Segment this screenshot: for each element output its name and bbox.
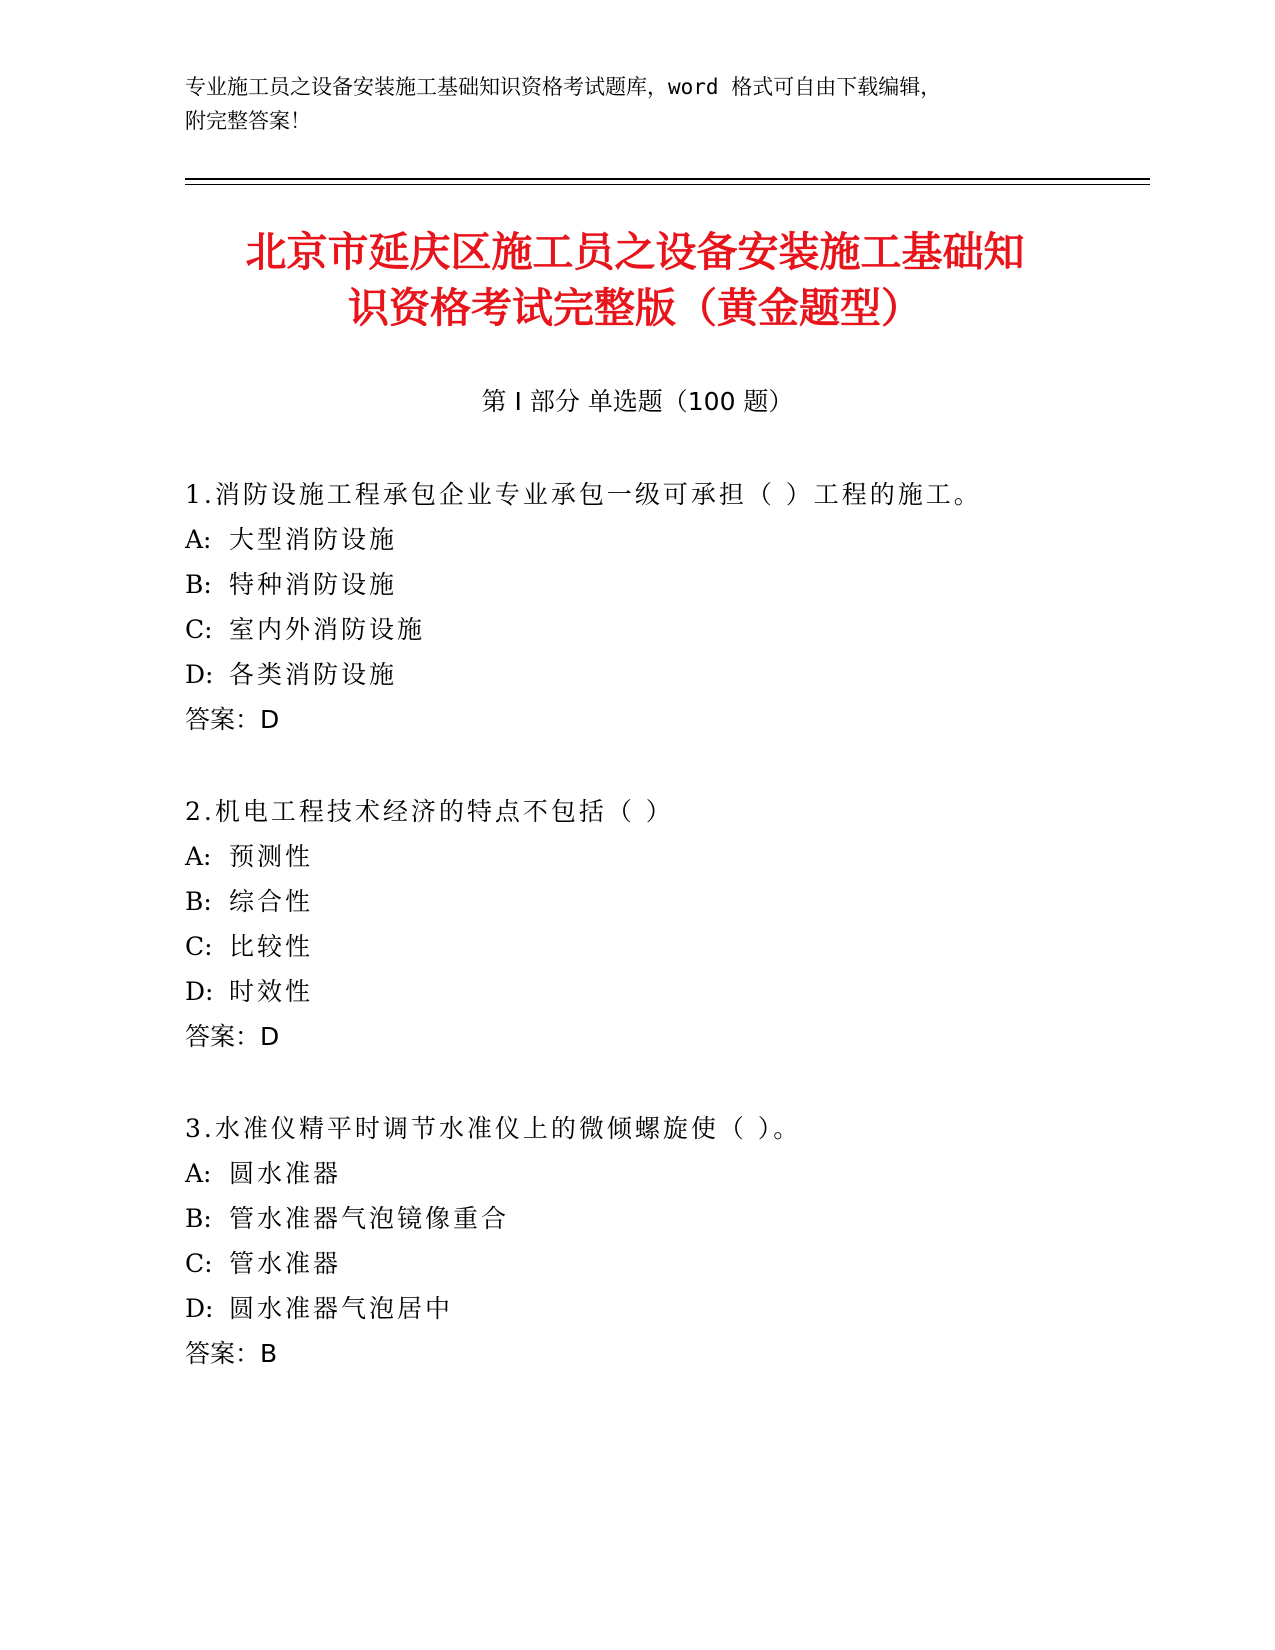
- option-c: [185, 1241, 1145, 1286]
- option-a: [185, 834, 1145, 879]
- header-note: [185, 70, 1085, 138]
- option-letter: B:: [185, 1204, 212, 1233]
- option-letter: D:: [185, 977, 214, 1006]
- option-text: 大型消防设施: [229, 525, 398, 554]
- option-letter: B:: [185, 570, 212, 599]
- option-d: [185, 969, 1145, 1014]
- option-text: 室内外消防设施: [229, 615, 426, 644]
- option-d: [185, 652, 1145, 697]
- option-letter: C:: [185, 1249, 213, 1278]
- option-letter: D:: [185, 1294, 214, 1323]
- option-c: [185, 924, 1145, 969]
- section-heading: 第 I 部分 单选题（100 题）: [481, 387, 794, 416]
- option-text: 管水准器: [229, 1249, 342, 1278]
- question-1: [185, 472, 1145, 742]
- header-note-line-2: 附完整答案！: [185, 109, 311, 133]
- option-letter: B:: [185, 887, 212, 916]
- option-b: [185, 879, 1145, 924]
- question-stem: 2.机电工程技术经济的特点不包括（ ）: [185, 797, 674, 826]
- option-letter: D:: [185, 660, 214, 689]
- option-text: 时效性: [229, 977, 314, 1006]
- option-text: 圆水准器气泡居中: [229, 1294, 454, 1323]
- option-text: 预测性: [229, 842, 314, 871]
- answer: 答案：B: [185, 1339, 278, 1368]
- option-letter: A:: [185, 525, 212, 554]
- document-title-line-1: 北京市延庆区施工员之设备安装施工基础知: [245, 228, 1025, 276]
- answer: 答案：D: [185, 705, 280, 734]
- option-text: 比较性: [229, 932, 314, 961]
- option-b: [185, 562, 1145, 607]
- header-divider-thick: [185, 178, 1150, 180]
- option-letter: A:: [185, 1159, 212, 1188]
- option-text: 圆水准器: [229, 1159, 342, 1188]
- option-text: 特种消防设施: [229, 570, 398, 599]
- header-divider-thin: [185, 184, 1150, 185]
- option-text: 各类消防设施: [229, 660, 398, 689]
- option-c: [185, 607, 1145, 652]
- document-title-line-2: 识资格考试完整版（黄金题型）: [348, 284, 922, 332]
- option-text: 管水准器气泡镜像重合: [229, 1204, 510, 1233]
- option-text: 综合性: [229, 887, 314, 916]
- option-a: [185, 1151, 1145, 1196]
- question-3: [185, 1106, 1145, 1376]
- option-d: [185, 1286, 1145, 1331]
- option-letter: C:: [185, 615, 213, 644]
- option-letter: C:: [185, 932, 213, 961]
- header-note-line-1: 专业施工员之设备安装施工基础知识资格考试题库，word 格式可自由下载编辑，: [185, 75, 942, 99]
- document-title: [140, 224, 1130, 336]
- question-2: [185, 789, 1145, 1059]
- question-list: [185, 472, 1145, 1423]
- question-stem: 1.消防设施工程承包企业专业承包一级可承担（ ）工程的施工。: [185, 480, 982, 509]
- answer: 答案：D: [185, 1022, 280, 1051]
- option-letter: A:: [185, 842, 212, 871]
- option-a: [185, 517, 1145, 562]
- option-b: [185, 1196, 1145, 1241]
- question-stem: 3.水准仪精平时调节水准仪上的微倾螺旋使（ ）。: [185, 1114, 802, 1143]
